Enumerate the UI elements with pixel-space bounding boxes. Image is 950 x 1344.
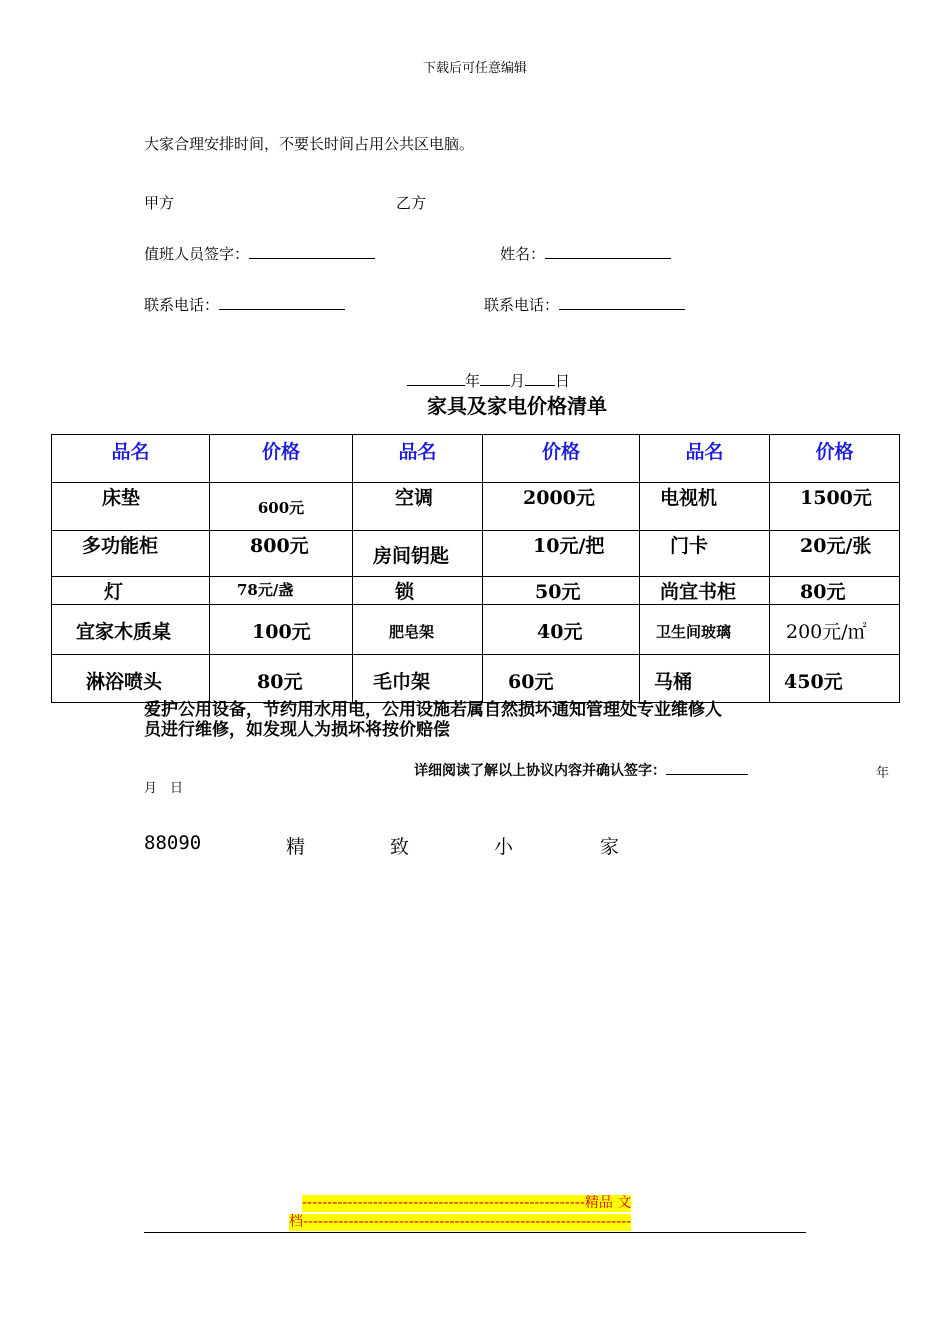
header-item-3: 品名 [640,435,770,483]
confirm-month-day: 月 日 [144,781,184,796]
footer-watermark-line-2: 档----------------------------------------------------------------- [289,1214,632,1230]
table-cell: 房间钥匙 [353,531,483,577]
table-cell: 门卡 [640,531,770,577]
phone-b-blank [559,295,685,310]
name-blank [545,244,671,259]
party-b-label: 乙方 [396,194,427,212]
table-row [52,655,900,703]
table-cell: 200元/㎡ [770,605,900,655]
table-cell: 肥皂架 [353,605,483,655]
table-cell: 毛巾架 [353,655,483,703]
table-cell: 淋浴喷头 [52,655,210,703]
year-blank [407,371,465,386]
table-cell: 78元/盏 [210,577,353,605]
confirm-sign-field [414,760,748,780]
table-cell: 80元 [210,655,353,703]
duty-sign-field [144,243,375,264]
table-cell: 空调 [353,483,483,531]
notice-line-2: 员进行维修，如发现人为损坏将按价赔偿 [144,720,450,740]
table-cell: 1500元 [770,483,900,531]
duty-sign-label: 值班人员签字： [144,245,250,263]
table-cell: 450元 [770,655,900,703]
table-cell: 20元/张 [770,531,900,577]
header-item-1: 品名 [52,435,210,483]
table-cell: 10元/把 [483,531,640,577]
phone-b-field [484,294,685,315]
table-row [52,605,900,655]
shop-number: 88090 [144,832,202,854]
footer-watermark-line-1: --------------------------------------------------------精品 文 [302,1195,632,1211]
confirm-label: 详细阅读了解以上协议内容并确认签字： [414,763,666,779]
table-row [52,577,900,605]
table-cell: 800元 [210,531,353,577]
header-price-3: 价格 [770,435,900,483]
day-label: 日 [555,372,571,390]
table-cell: 50元 [483,577,640,605]
table-header-row [52,435,900,483]
table-cell: 锁 [353,577,483,605]
table-cell: 灯 [52,577,210,605]
date-line [407,370,570,391]
party-a-label: 甲方 [144,194,175,212]
table-title: 家具及家电价格清单 [427,394,607,418]
table-cell: 卫生间玻璃 [640,605,770,655]
year-label: 年 [465,372,481,390]
notice-line-1: 爱护公用设备，节约用水用电，公用设施若属自然损坏通知管理处专业维修人 [144,700,722,720]
price-table [51,434,900,703]
shop-char-4: 家 [600,836,620,858]
confirm-year: 年 [876,766,890,781]
notice-text [144,700,722,740]
phone-a-label: 联系电话： [144,296,220,314]
phone-b-label: 联系电话： [484,296,560,314]
header-item-2: 品名 [353,435,483,483]
phone-a-field [144,294,345,315]
shop-char-3: 小 [494,836,514,858]
header-price-1: 价格 [210,435,353,483]
duty-sign-blank [249,244,375,259]
day-blank [525,371,555,386]
intro-text: 大家合理安排时间，不要长时间占用公共区电脑。 [144,135,475,153]
month-blank [480,371,510,386]
name-label: 姓名： [500,245,546,263]
confirm-blank [666,760,748,775]
name-field [500,243,671,264]
table-cell: 床垫 [52,483,210,531]
shop-char-1: 精 [286,836,306,858]
table-cell: 40元 [483,605,640,655]
table-cell: 尚宜书柜 [640,577,770,605]
page-header: 下载后可任意编辑 [422,61,527,76]
header-price-2: 价格 [483,435,640,483]
table-cell: 多功能柜 [52,531,210,577]
table-cell: 60元 [483,655,640,703]
table-cell: 电视机 [640,483,770,531]
shop-char-2: 致 [390,836,410,858]
month-label: 月 [510,372,526,390]
footer-rule [144,1232,806,1233]
table-cell: 宜家木质桌 [52,605,210,655]
table-cell: 2000元 [483,483,640,531]
table-row [52,483,900,531]
table-cell: 600元 [210,483,353,531]
table-cell: 马桶 [640,655,770,703]
phone-a-blank [219,295,345,310]
table-cell: 100元 [210,605,353,655]
table-cell: 80元 [770,577,900,605]
table-row [52,531,900,577]
